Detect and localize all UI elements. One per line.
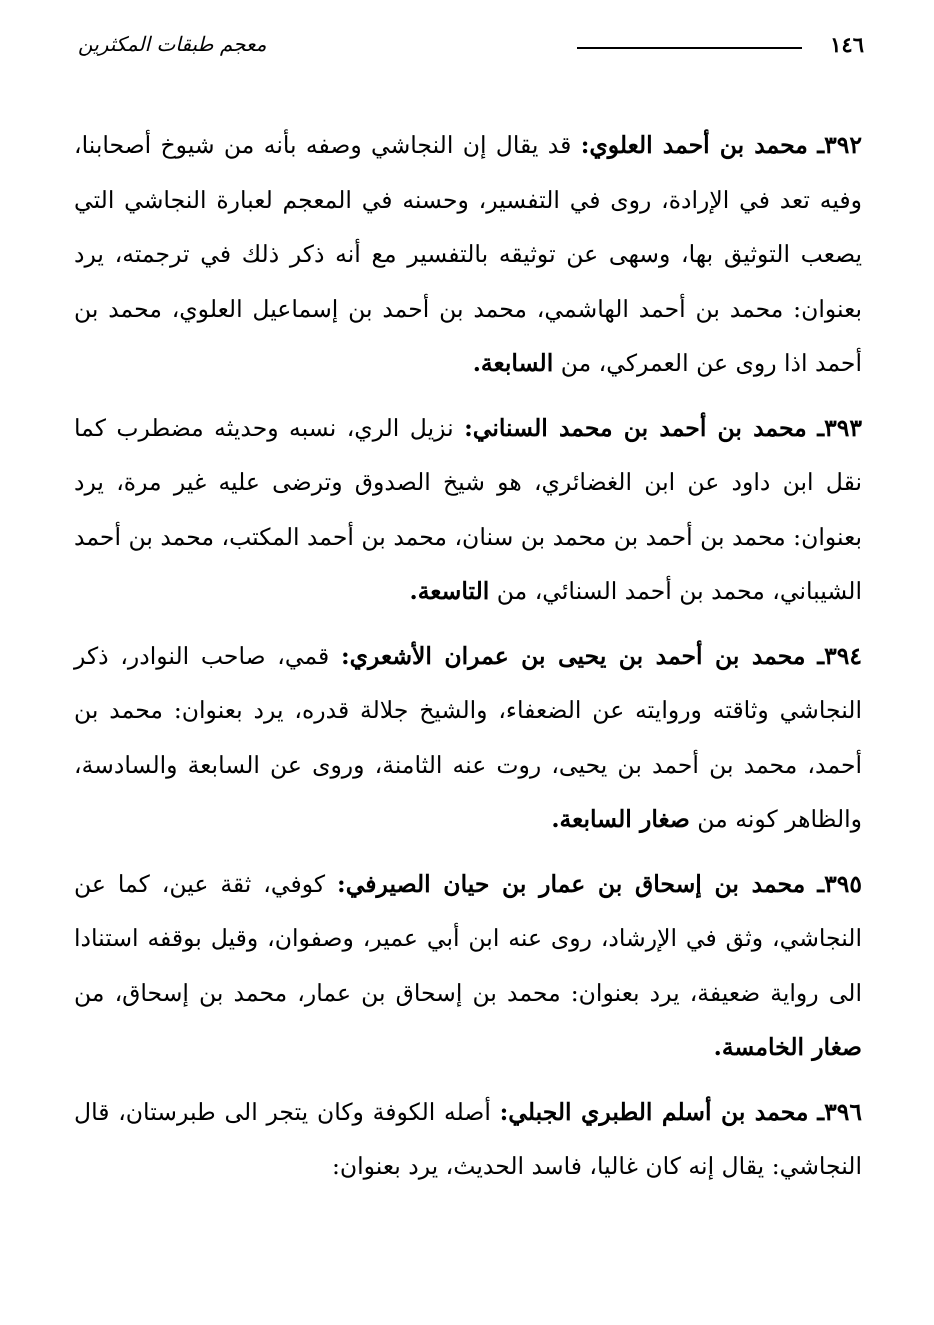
- entry-number: ٣٩٥ـ: [817, 869, 862, 898]
- entry-tabaqa: التاسعة.: [409, 577, 490, 605]
- main-text: [74, 118, 862, 1204]
- entry-number: ٣٩٣ـ: [817, 413, 862, 442]
- entry-name: محمد بن أسلم الطبري الجبلي:: [499, 1097, 809, 1126]
- entry-number: ٣٩٢ـ: [817, 131, 862, 159]
- entry-393: [74, 401, 862, 619]
- entry-name: محمد بن أحمد بن محمد السناني:: [464, 413, 807, 442]
- entry-tabaqa: صغار الخامسة.: [713, 1033, 862, 1061]
- entry-394: [74, 629, 862, 847]
- entry-body: قمي، صاحب النوادر، ذكر النجاشي وثاقته وروايته عن الضعفاء، والشيخ جلالة قدره، يرد بعنوان: محمد بن أحمد، محمد بن أحمد بن يحيى، روت عنه الثامنة، وروى عن السابعة والسادسة، والظاهر كونه من: [74, 641, 862, 833]
- running-title: معجم طبقات المكثرين: [78, 32, 267, 56]
- entry-number: ٣٩٦ـ: [817, 1097, 862, 1126]
- entry-name: محمد بن إسحاق بن عمار بن حيان الصيرفي:: [337, 869, 806, 898]
- entry-tabaqa: السابعة.: [472, 349, 554, 377]
- entry-name: محمد بن أحمد العلوي:: [580, 131, 808, 159]
- entry-392: [74, 118, 862, 391]
- entry-body: أصله الكوفة وكان يتجر الى طبرستان، قال النجاشي: يقال إنه كان غاليا، فاسد الحديث، يرد بعنوان:: [74, 1097, 862, 1180]
- entry-396: [74, 1085, 862, 1194]
- entry-395: [74, 857, 862, 1075]
- entry-body: كوفي، ثقة عين، كما عن النجاشي، وثق في الإرشاد، روى عنه ابن أبي عمير، وصفوان، وقيل بوقفه استنادا الى رواية ضعيفة، يرد بعنوان: محمد بن إسحاق بن عمار، محمد بن إسحاق، من: [74, 869, 862, 1007]
- page-header: [78, 30, 864, 70]
- entry-body: قد يقال إن النجاشي وصفه بأنه من شيوخ أصحابنا، وفيه تعد في الإرادة، روى في التفسير، وحسنه في المعجم لعبارة النجاشي التي يصعب التوثيق بها، وسهى عن توثيقه بالتفسير مع أنه ذكر ذلك في ترجمته، يرد بعنوان: محمد بن أحمد الهاشمي، محمد بن أحمد بن إسماعيل العلوي، محمد بن أحمد اذا روى عن العمركي، من: [74, 131, 862, 377]
- header-rule: [577, 47, 802, 49]
- page-number: ١٤٦: [830, 32, 864, 57]
- entry-name: محمد بن أحمد بن يحيى بن عمران الأشعري:: [340, 641, 806, 670]
- entry-body: نزيل الري، نسبه وحديثه مضطرب كما نقل ابن داود عن ابن الغضائري، هو شيخ الصدوق وترضى عليه غير مرة، يرد بعنوان: محمد بن أحمد بن محمد بن سنان، محمد بن أحمد المكتب، محمد بن أحمد الشيباني، محمد بن أحمد السنائي، من: [74, 413, 862, 605]
- entry-number: ٣٩٤ـ: [817, 641, 862, 670]
- entry-tabaqa: صغار السابعة.: [551, 805, 690, 833]
